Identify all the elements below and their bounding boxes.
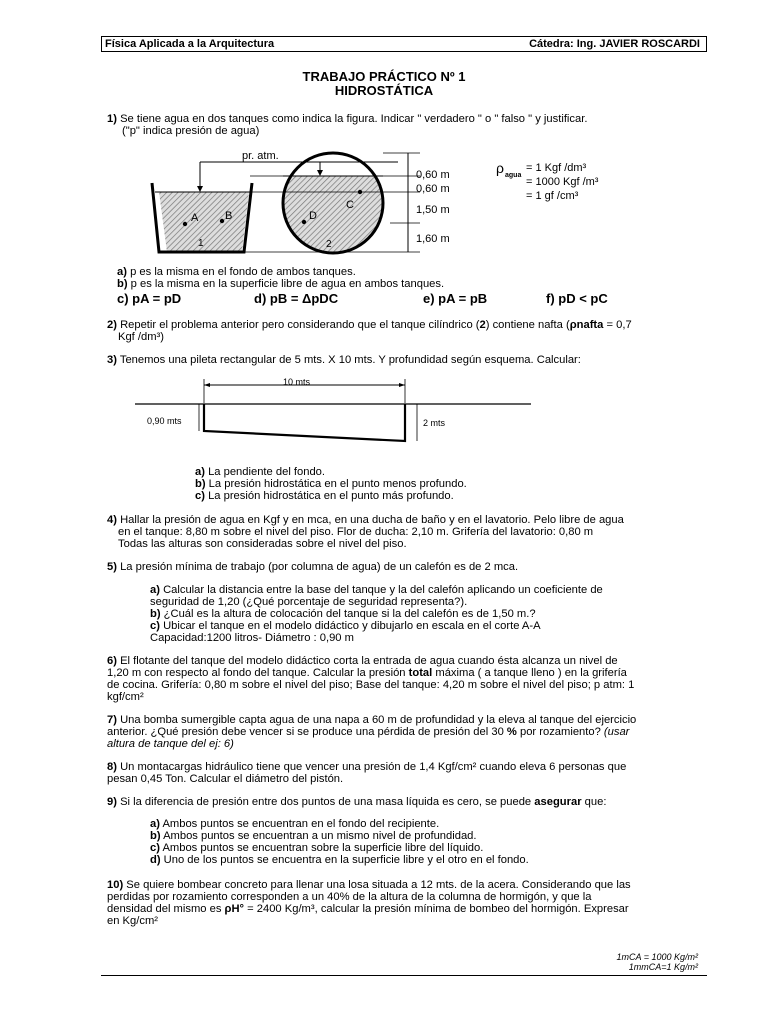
footer-eq-1: 1mCA = 1000 Kg/m²	[616, 952, 698, 962]
q7-line2: anterior. ¿Qué presión debe vencer si se produce una pérdida de presión del 30 % por rozamiento? (usar	[107, 726, 630, 738]
chair-name: Cátedra: Ing. JAVIER ROSCARDI	[529, 38, 700, 50]
q3-option-b: b) La presión hidrostática en el punto menos profundo.	[195, 478, 467, 490]
q3-pool-figure	[135, 375, 535, 450]
q1-tanks-figure	[140, 145, 660, 257]
rho-subscript: agua	[505, 172, 522, 179]
page-header	[101, 36, 707, 52]
q9-line1: 9) Si la diferencia de presión entre dos puntos de una masa líquida es cero, se puede asegurar que:	[107, 796, 607, 808]
q2-line2: Kgf /dm³)	[118, 331, 165, 343]
rho-symbol: ρ	[496, 160, 504, 176]
q3-line1: 3) Tenemos una pileta rectangular de 5 mts. X 10 mts. Y profundidad según esquema. Calcular:	[107, 354, 581, 366]
point-d-label: D	[309, 210, 317, 222]
course-name: Física Aplicada a la Arquitectura	[105, 38, 275, 50]
q9-option-b: b) Ambos puntos se encuentran a un mismo nivel de profundidad.	[150, 830, 477, 842]
q1-option-a: a) p es la misma en el fondo de ambos tanques.	[117, 266, 356, 278]
q10-line1: 10) Se quiere bombear concreto para llenar una losa situada a 12 mts. de la acera. Considerando que las	[107, 879, 631, 891]
q5-option-a-2: seguridad de 1,20 (¿Qué porcentaje de seguridad representa?).	[150, 596, 468, 608]
q1-option-f: f) pD < pC	[546, 291, 608, 306]
q1-option-b: b) p es la misma en la superficie libre de agua en ambos tanques.	[117, 278, 445, 290]
q10-line3: densidad del mismo es ρH° = 2400 Kg/m³, calcular la presión mínima de bombeo del hormigón. Expresar	[107, 903, 629, 915]
q10-line4: en Kg/cm²	[107, 915, 158, 927]
dim-1-50: 1,50 m	[416, 204, 450, 216]
tank-1-water	[159, 192, 249, 252]
q5-option-b: b) ¿Cuál es la altura de colocación del tanque si la del calefón es de 1,50 m.?	[150, 608, 536, 620]
q4-line3: Todas las alturas son consideradas sobre el nivel del piso.	[118, 538, 407, 550]
tank-2-water	[280, 176, 390, 256]
q1-line1: 1) Se tiene agua en dos tanques como indica la figura. Indicar " verdadero " o " falso " y justificar.	[107, 113, 588, 125]
footer-eq-2: 1mmCA=1 Kg/m²	[628, 962, 698, 972]
q9-option-a: a) Ambos puntos se encuentran en el fondo del recipiente.	[150, 818, 440, 830]
q1-option-c: c) pA = pD	[117, 291, 182, 306]
tank-1-label: 1	[198, 238, 204, 249]
q3-option-c: c) La presión hidrostática en el punto más profundo.	[195, 490, 454, 502]
q1-line2: ("p" indica presión de agua)	[122, 125, 260, 137]
q5-capacity: Capacidad:1200 litros- Diámetro : 0,90 m	[150, 632, 354, 644]
q9-option-c: c) Ambos puntos se encuentran sobre la superficie libre del líquido.	[150, 842, 484, 854]
q10-line2: perdidas por rozamiento corresponden a un 40% de la altura de la columna de hormigón, y que la	[107, 891, 592, 903]
pool-shallow-label: 0,90 mts	[147, 416, 182, 426]
q7-line3: altura de tanque del ej: 6)	[107, 738, 234, 750]
footer-rule	[101, 975, 707, 976]
q2-line1: 2) Repetir el problema anterior pero considerando que el tanque cilíndrico (2) contiene nafta (ρnafta = 0,7	[107, 319, 632, 331]
page-subtitle: HIDROSTÁTICA	[334, 83, 434, 98]
page-title: TRABAJO PRÁCTICO Nº 1	[302, 69, 466, 84]
rho-value-3: = 1 gf /cm³	[526, 190, 579, 202]
dim-1-60: 1,60 m	[416, 233, 450, 245]
q5-option-a-1: a) Calcular la distancia entre la base del tanque y la del calefón aplicando un coeficiente de	[150, 584, 603, 596]
q5-line1: 5) La presión mínima de trabajo (por columna de agua) de un calefón es de 2 mca.	[107, 561, 519, 573]
rho-value-1: = 1 Kgf /dm³	[526, 162, 587, 174]
q5-option-c: c) Ubicar el tanque en el modelo didáctico y dibujarlo en escala en el corte A-A	[150, 620, 541, 632]
pool-deep-label: 2 mts	[423, 418, 446, 428]
q4-line1: 4) Hallar la presión de agua en Kgf y en mca, en una ducha de baño y en el lavatorio. Pelo libre de agua	[107, 514, 624, 526]
point-b-label: B	[225, 210, 233, 222]
q4-line2: en el tanque: 8,80 m sobre el nivel del piso. Flor de ducha: 2,10 m. Grifería del lavatorio: 0,80 m	[118, 526, 594, 538]
pr-atm-label: pr. atm.	[242, 150, 279, 162]
pool-length-label: 10 mts	[283, 377, 311, 387]
q1-option-e: e) pA = pB	[423, 291, 488, 306]
q9-option-d: d) Uno de los puntos se encuentra en la superficie libre y el otro en el fondo.	[150, 854, 529, 866]
q6-line2: 1,20 m con respecto al fondo del tanque. Calcular la presión total máxima ( a tanque lleno ) en la grifería	[107, 667, 627, 679]
q7-line1: 7) Una bomba sumergible capta agua de una napa a 60 m de profundidad y la eleva al tanque del ejercicio	[107, 714, 637, 726]
dim-0-60-a: 0,60 m	[416, 169, 450, 181]
q6-line4: kgf/cm²	[107, 691, 144, 703]
q8-line1: 8) Un montacargas hidráulico tiene que vencer una presión de 1,4 Kgf/cm² cuando eleva 6 personas que	[107, 761, 627, 773]
q6-line3: de cocina. Grifería: 0,80 m sobre el nivel del piso; Base del tanque: 4,20 m sobre el nivel del piso; p atm: 1	[107, 679, 635, 691]
dim-0-60-b: 0,60 m	[416, 183, 450, 195]
tank-2-label: 2	[326, 239, 332, 250]
point-c-label: C	[346, 199, 354, 211]
rho-value-2: = 1000 Kgf /m³	[526, 176, 599, 188]
point-a-label: A	[191, 212, 199, 224]
q1-option-d: d) pB = ΔpDC	[254, 291, 339, 306]
pool-outline	[204, 404, 405, 441]
q3-option-a: a) La pendiente del fondo.	[195, 466, 326, 478]
q6-line1: 6) El flotante del tanque del modelo didáctico corta la entrada de agua cuando ésta alcanza un nivel de	[107, 655, 618, 667]
q8-line2: pesan 0,45 Ton. Calcular el diámetro del pistón.	[107, 773, 344, 785]
